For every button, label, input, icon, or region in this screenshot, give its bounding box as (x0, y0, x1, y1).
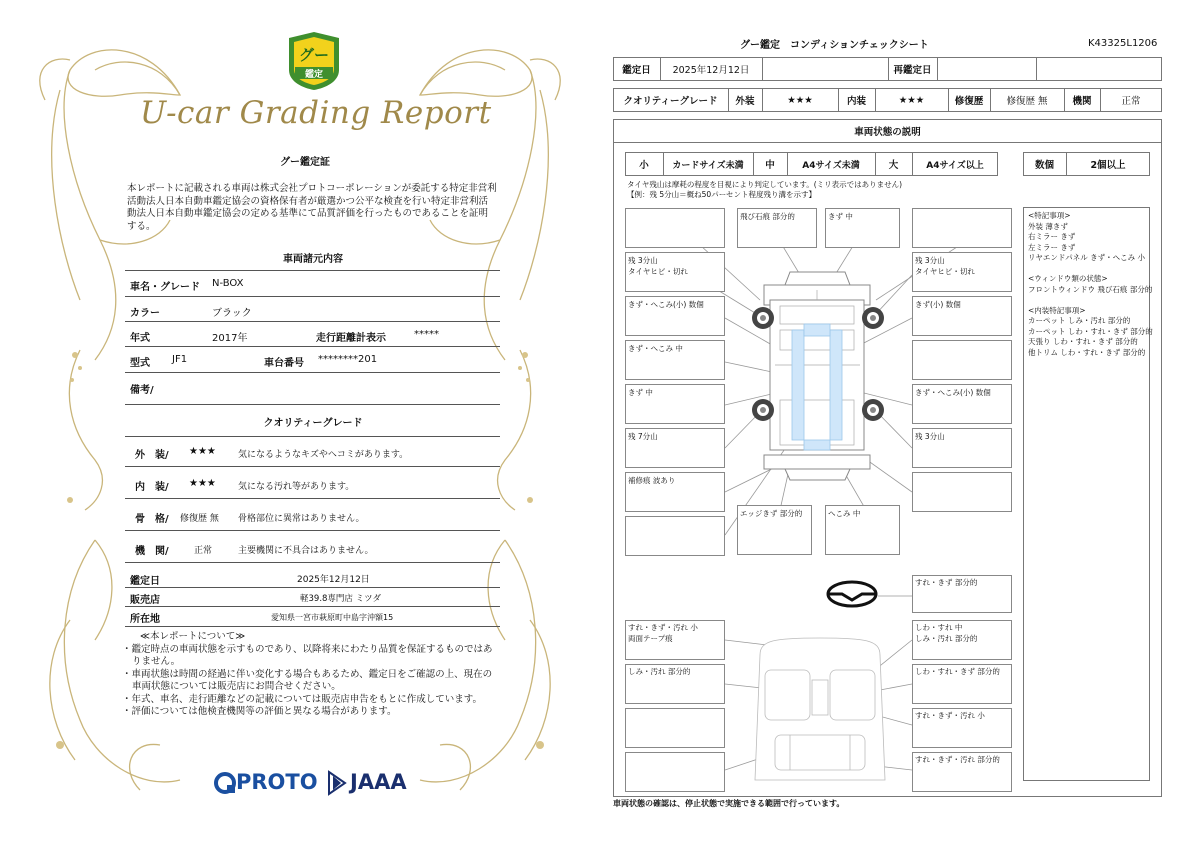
year-value: 2017年 (212, 333, 248, 344)
model-label: 型式 (130, 358, 150, 369)
size-large-label: 大 (888, 160, 899, 171)
spec-heading: 車両諸元内容 (283, 254, 343, 265)
note-front-right-tire: 残 3分山 タイヤヒビ・切れ (915, 256, 975, 276)
size-large-desc: A4サイズ以上 (926, 160, 984, 171)
svg-text:鑑定: 鑑定 (304, 70, 324, 80)
year-label: 年式 (130, 333, 150, 344)
remarks-label: 備考/ (130, 385, 154, 396)
interior-label: 内 装/ (135, 482, 169, 493)
frame-label: 骨 格/ (135, 514, 169, 525)
note-box (912, 340, 1012, 380)
name-label: 車名・グレード (130, 282, 200, 293)
remark-line: <特記事項> (1028, 211, 1071, 220)
sheet-title: グー鑑定 コンディションチェックシート (740, 40, 929, 51)
date-value: 2025年12月12日 (297, 575, 370, 585)
note-box (625, 516, 725, 556)
chassis-label: 車台番号 (264, 358, 304, 369)
steering-wheel-icon (828, 582, 876, 606)
note-driver-seat: しわ・すれ 中 しみ・汚れ 部分的 (915, 623, 978, 643)
note-right-seat: しわ・すれ・きず 部分的 (915, 667, 1000, 676)
note-right-rear: きず・へこみ(小) 数個 (915, 388, 991, 397)
remark-line: <ウィンドウ類の状態> (1028, 274, 1108, 283)
engine-label: 機 関/ (135, 546, 169, 557)
tire-example-note: 【例：残 5分山＝概ね50パーセント程度残り溝を示す】 (627, 190, 817, 199)
engine-note: 主要機関に不具合はありません。 (238, 546, 374, 556)
remark-line: 他トリム しわ・すれ・きず 部分的 (1028, 347, 1146, 357)
note-rear-right-tire: 残 3分山 (915, 432, 945, 441)
date-label: 鑑定日 (130, 576, 160, 587)
note-item: ・評価については他検査機関等の評価と異なる場合があります。 (122, 706, 397, 717)
grade-label: クオリティーグレード (623, 96, 718, 107)
sheet-code: K43325L1206 (1088, 38, 1158, 49)
note-rear-seat: すれ・きず・汚れ 部分的 (915, 755, 1000, 764)
note-box (625, 708, 725, 748)
size-mid-desc: A4サイズ未満 (802, 160, 860, 171)
note-box (912, 208, 1012, 248)
footer-note: 車両状態の確認は、停止状態で実施できる範囲で行っています。 (613, 799, 845, 808)
color-value: ブラック (212, 308, 252, 319)
engine-value: 正常 (1121, 96, 1141, 107)
engine-label: 機関 (1072, 96, 1092, 107)
note-right-front: きず(小) 数個 (915, 300, 961, 309)
odometer-label: 走行距離計表示 (316, 333, 386, 344)
remark-line: 外装 薄きず (1028, 221, 1068, 231)
exterior-note: 気になるようなキズやヘコミがあります。 (238, 450, 409, 460)
repair-value: 修復歴 無 (1006, 96, 1048, 107)
ext-label: 外装 (735, 96, 755, 107)
odometer-value: ***** (414, 329, 439, 340)
remark-line: カーペット しみ・汚れ 部分的 (1028, 316, 1131, 325)
note-console: すれ・きず・汚れ 小 (915, 711, 985, 720)
exterior-label: 外 装/ (135, 450, 169, 461)
note-repair: 補修痕 波あり (628, 476, 676, 485)
name-value: N-BOX (212, 278, 244, 289)
note-rear-edge: エッジきず 部分的 (740, 509, 803, 518)
note-box (625, 208, 725, 248)
int-value: ★★★ (898, 94, 925, 106)
frame-value: 修復歴 無 (180, 514, 219, 524)
proto-logo: PROTO (236, 770, 318, 794)
sheet-date-label: 鑑定日 (622, 65, 651, 76)
color-label: カラー (130, 308, 160, 319)
repair-label: 修復歴 (954, 96, 984, 107)
interior-note: 気になる汚れ等があります。 (238, 482, 355, 492)
int-label: 内装 (846, 96, 866, 107)
note-box (625, 752, 725, 792)
note-item: ・鑑定時点の車両状態を示すものであり、以降将来にわたり品質を保証するものではありません。 (122, 643, 493, 667)
redate-label: 再鑑定日 (893, 65, 932, 76)
note-hood: きず 中 (828, 212, 853, 221)
notes-heading: ≪本レポートについて≫ (140, 631, 246, 642)
interior-layout-icon (755, 638, 885, 780)
shop-label: 販売店 (130, 595, 160, 606)
remark-line: フロントウィンドウ 飛び石痕 部分的 (1028, 284, 1153, 294)
quality-heading: クオリティーグレード (263, 418, 363, 429)
size-small-label: 小 (639, 160, 649, 171)
note-rear-dent: へこみ 中 (828, 509, 861, 518)
address-label: 所在地 (130, 614, 160, 625)
note-passenger-seat: しみ・汚れ 部分的 (628, 667, 691, 676)
jaaa-logo: JAAA (350, 770, 407, 794)
remark-line: 左ミラー きず (1028, 242, 1076, 252)
note-box (912, 472, 1012, 512)
chassis-value: ********201 (318, 354, 378, 365)
interior-stars: ★★★ (189, 478, 216, 489)
svg-text:グー: グー (298, 46, 330, 64)
count-label: 数個 (1034, 160, 1054, 171)
note-item: ・年式、車名、走行距離などの記載については販売店申告をもとに作成しています。 (122, 693, 483, 705)
remark-line: リヤエンドパネル きず・へこみ 小 (1028, 253, 1145, 262)
note-left-rear: きず 中 (628, 388, 653, 397)
note-rear-left-tire: 残 7分山 (628, 432, 658, 441)
engine-value: 正常 (194, 546, 213, 556)
condition-heading: 車両状態の説明 (613, 119, 1162, 143)
note-left-door: きず・へこみ 中 (628, 344, 683, 353)
size-small-desc: カードサイズ未満 (672, 160, 744, 171)
count-desc: 2個以上 (1090, 160, 1126, 171)
certificate-title: グー鑑定証 (280, 157, 330, 168)
note-steering: すれ・きず 部分的 (915, 578, 978, 587)
note-left-front: きず・へこみ(小) 数個 (628, 300, 704, 309)
ext-value: ★★★ (787, 94, 813, 106)
frame-note: 骨格部位に異常はありません。 (238, 514, 365, 524)
remark-line: <内装特記事項> (1028, 305, 1086, 315)
address-value: 愛知県一宮市萩原町中島字沖額15 (271, 613, 394, 622)
script-title: U-car Grading Report (140, 95, 492, 131)
note-item: ・車両状態は時間の経過に伴い変化する場合もあるため、鑑定日をご確認の上、現在の車両状態については販売店にお問合せください。 (122, 668, 493, 692)
note-dashboard: すれ・きず・汚れ 小 両面テープ痕 (628, 623, 698, 643)
remark-line: カーペット しわ・すれ・きず 部分的 (1028, 326, 1153, 336)
sheet-date-value: 2025年12月12日 (672, 65, 750, 76)
note-front-left-tire: 残 3分山 タイヤヒビ・切れ (628, 256, 688, 276)
shop-value: 軽39.8専門店 ミツダ (300, 594, 382, 604)
remark-line: 天張り しわ・すれ・きず 部分的 (1028, 337, 1138, 346)
remark-line: 右ミラー きず (1028, 232, 1076, 241)
exterior-stars: ★★★ (189, 446, 216, 457)
size-mid-label: 中 (765, 160, 775, 171)
model-value: JF1 (172, 354, 188, 365)
note-windshield: 飛び石痕 部分的 (740, 212, 795, 221)
tire-note: タイヤ残山は摩耗の程度を目視により判定しています。(ミリ表示ではありません) (627, 180, 903, 189)
certificate-statement: 本レポートに記載される車両は株式会社プロトコーポレーションが委託する特定非営利活動法人日本自動車鑑定協会の資格保有者が厳選かつ公平な検査を行い特定非営利活動法人日本自動車鑑定協会の定める基準にて品質評価を行ったものであることを証明する。 (127, 183, 497, 232)
